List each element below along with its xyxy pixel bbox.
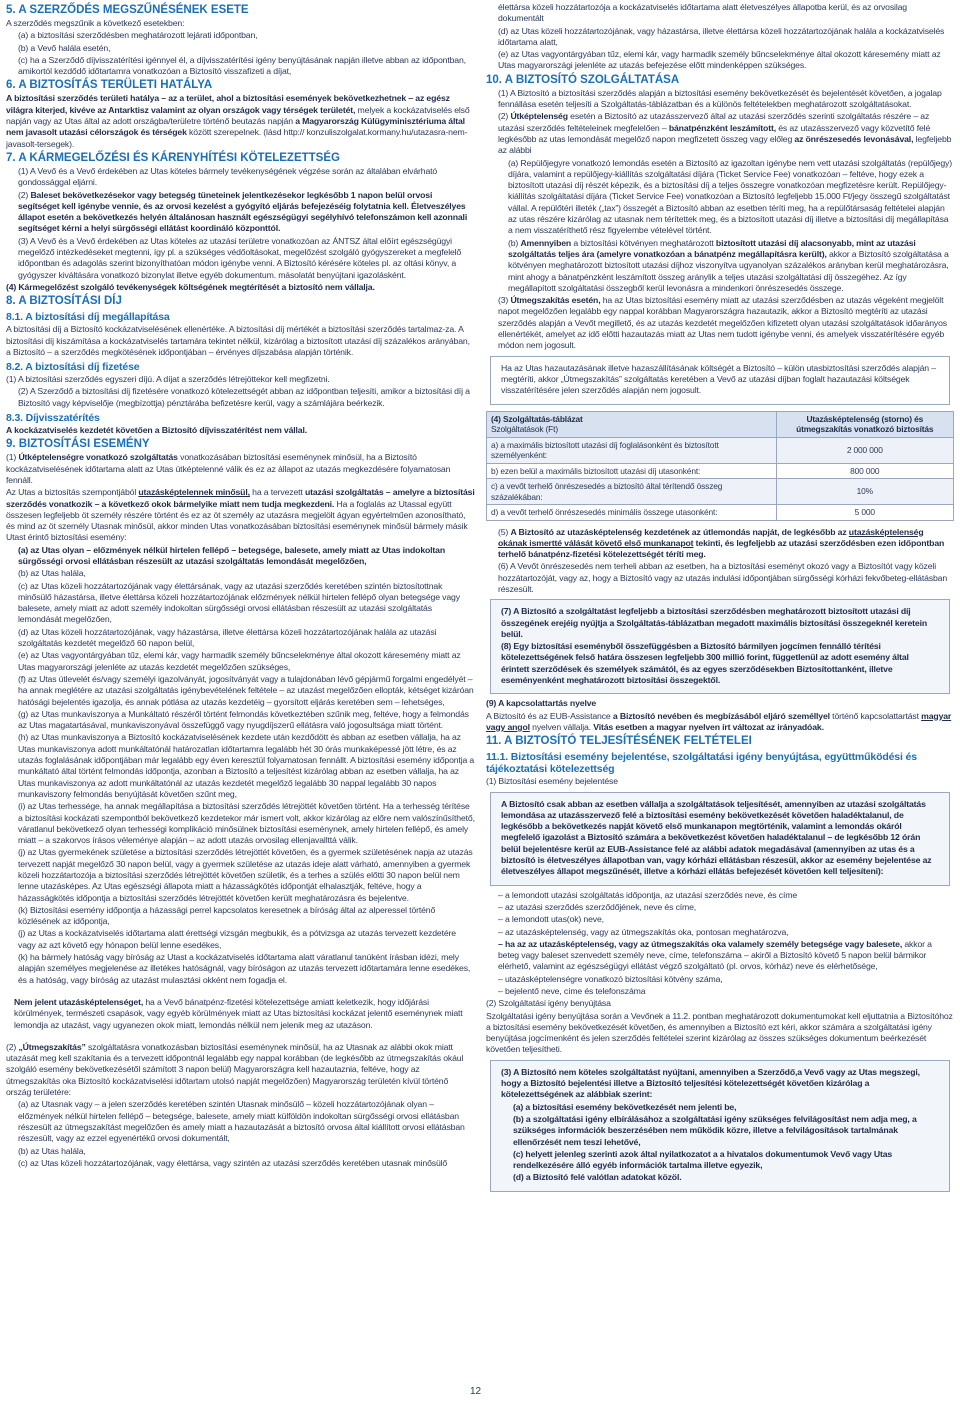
right-top-item: (e) az Utas vagyontárgyában tűz, elemi kár, vagy harmadik személy bűncselekménye által okozott káresemény miatt az Utas magyarországi jelenléte az utazás befejezése előtt mindenképpen szükséges. [498, 49, 941, 71]
paragraph-9-c: nyelven vállalja. [529, 721, 594, 732]
paragraph-9-underline: magyar vagy angol [486, 710, 952, 732]
section-9-item: (e) az Utas vagyontárgyában tűz, elemi kár, vagy harmadik személy bűncselekménye által okozott káresemény miatt az Utas magyarországi jelenléte az utazás kezdetét megelőzően szükséges, [18, 650, 461, 672]
paragraph-6: (6) A Vevőt önrészesedés nem terheli abban az esetben, ha a biztosítási eseményt okozó vagy a Biztosítót vagy közeli hozzátartozóját, vagy az, hogy a Biztosító vagy az utazás indulási időpontjában sürgősségi kórházi fekvőbeteg-ellátásban részesült. [498, 561, 947, 594]
section-5-item: (c) ha a Szerződő díjvisszatérítési igénnyel él, a díjvisszatérítési igény benyújtásának napján illetve abban az időpontban, amikortól kezdődő időtartamra vonatkozóan a Biztosító visszafizeti a díjat, [18, 54, 466, 77]
section-9-p1 [6, 452, 475, 486]
section-11-p1: (1) Biztosítási esemény bejelentése [486, 776, 618, 787]
left-column [6, 2, 475, 1170]
section-5-item: (b) a Vevő halála esetén, [18, 42, 111, 53]
section-9-nonevent-bold: Nem jelent utazásképtelenséget, [14, 996, 144, 1007]
section-9-p2-head-text: szolgáltatásra vonatkozásban biztosítási eseménynek minősül, ha az Utasnak az alábbi okok miatt utazását meg kell szakítania és a tervezett időpontnál legalább egy nappal korábban (de legkésőbb az útmegszakítás okául szolgáló esemény bekövetkezésétől számított 3 napon belül) Magyarországra kell hazautaznia, feltéve, hogy az útmegszakítás oka Biztosító kockázatviselési időtartam utolsó napját megelőzően) Magyarország területén kívül történő ország területére: [6, 1041, 464, 1098]
section-7-p2 [6, 190, 475, 235]
section-9-p1-bold: Útképtelenségre vonatkozó szolgáltatás [18, 452, 178, 463]
section-9-nonevent [6, 997, 475, 1031]
notification-text [501, 799, 939, 878]
section-9-item-a [6, 545, 475, 568]
paragraph-9-title-text: (9) A kapcsolattartás nyelve [486, 698, 597, 709]
section-10-p3 [486, 295, 954, 351]
section-11-1-title: 11.1. Biztosítási esemény bejelentése, szolgáltatási igény benyújtása, együttműködési és tájékoztatási kötelezettség [486, 751, 917, 776]
table-row [487, 437, 954, 463]
section-5-title: 5. A SZERZŐDÉS MEGSZŰNÉSÉNEK ESETE [6, 4, 249, 16]
obligation-item-text: (a) a biztosítási esemény bekövetkezését nem jelenti be, [513, 1101, 737, 1112]
notification-list-item: – a lemondott utas(ok) neve, [498, 914, 604, 925]
paragraph-9 [486, 711, 954, 734]
notification-list-item: – bejelentő neve, címe és telefonszáma [498, 986, 646, 996]
section-10-p2b-bold: Amennyiben [520, 237, 572, 248]
section-9-item: (k) Biztosítási esemény időpontja a házassági perrel kapcsolatos keresetnek a bíróság által az alperessel történő közlésének az időpontja, [18, 904, 436, 927]
section-9-item: (g) az Utas munkaviszonya a Munkáltató részéről történt felmondás következtében szűnik meg, feltéve, hogy a felmondás az Utas magatartásával, munkaviszonyával összefüggő vagy nyugdíjszerű ellátásra való jogosultsága miatt történt. [18, 708, 469, 731]
obligation-item [501, 1149, 939, 1172]
section-9-p2-c: Ha a foglalás az Utassal együtt összesen legfeljebb öt személy részére történt és ez az öt személy az utazásra megjelölt ágyan egyértelműen azonosítható, és mind az öt személy Utasnak minősül, akkor minden Utas vonatkozásában biztosítási eseménynek minősül bármely másik Utast érintő biztosítási esemény: [6, 498, 468, 543]
paragraph-9-bold2: Vitás esetben a magyar nyelven írt változat az irányadóak. [593, 721, 824, 732]
obligation-item [501, 1172, 939, 1183]
section-9-item: (d) az Utas közeli hozzátartozójának, vagy házastársa, illetve élettársa közeli hozzátartozójának halála az utazási szolgáltatás kezdetét megelőző 60 napon belül, [18, 626, 437, 649]
section-9-p1-text: vonatkozásában biztosítási eseménynek minősül, ha a Biztosító kockázatviselésének időtartama alatt az Utas útképtelenné válik és ez az állapot az utazás megkezdésére folyamatosan fennáll. [6, 452, 451, 485]
section-10-p2b-a: (b) [508, 237, 521, 248]
section-9-p2-item: (b) az Utas halála, [18, 1145, 86, 1156]
section-9-item: (k) ha bármely hatóság vagy bíróság az Utast a kockázatviselés időtartama alatt váratlanul tanúként írásban idézi, mely alapján személyes megjelenése az illetékes hatóságnál, vagy bíróságon az utazás tervezett időtartamára lenne esedékes, és a hatóság, vagy bíróság az utazást mulasztási okként nem fogadja el. [18, 952, 471, 985]
section-9-item: (c) az Utas közeli hozzátartozójának vagy élettársának, vagy az utazási szerződés keretében szintén biztosítottnak minősülő házastársa, illetve élettársa közeli hozzátartozójának előzmények nélkül hirtelen fellépő olyan betegsége vagy balesete, amely miatt az adott személy indokoltan sürgősségi orvosi ellátásban részesült az utazási szolgáltatás lemondását megelőzően, [18, 580, 460, 625]
hazautazas-note: Ha az Utas hazautazásának illetve hazaszállításának költségét a Biztosító – külön utasbiztosítási szerződés alapján – megtéríti, akkor „Útmegszakítás” szolgáltatás keretében a Vevő az utazási díjban foglalt hazautazási költségek visszatérítésére jelen szerződés alapján nem jogosult. [501, 362, 936, 396]
section-8-2-p2: (2) A Szerződő a biztosítási díj fizetésére vonatkozó kötelezettségét abban az időpontban teljesíti, amikor a biztosítási díj a Biztosító vagy képviselője (megbízottja) pénztárába befizetésre kerül, vagy a számlájára beérkezik. [18, 386, 470, 408]
section-10-p1: (1) A Biztosító a biztosítási szerződés alapján a biztosítási esemény bekövetkezését és bejelentését követően, a jogalap fennállása esetén teljesíti a Szolgáltatás-táblázatban és a különös feltételekben meghatározott szolgáltatásokat. [498, 87, 942, 110]
table-row [487, 479, 954, 505]
paragraph-5-underline: utazásképtelenség okának ismertté válását követő első munkanapot [498, 526, 924, 548]
table-cell-label: d) a vevőt terhelő önrészesedés minimális összege utasonként: [487, 505, 777, 521]
paragraph-9-a: A Biztosító és az EUB-Assistance [486, 710, 613, 721]
table-cell-value: 5 000 [776, 505, 953, 521]
section-10-p2-c: és az utazásszervező vagy közvetítő felé legkésőbb az utas lemondását megelőző napon megfizetett összeg vagy előleg [498, 122, 931, 144]
obligation-intro-bold: (3) A Biztosító nem köteles szolgáltatást nyújtani, amennyiben a Szerződő,a Vevő vagy az Utas megszegi, hogy a Biztosító bejelentési illetve a Biztosító teljesítési kötelezettségét követően kizárólag a kötelezettségének az alábbiak szerint: [501, 1066, 920, 1100]
paragraph-7 [501, 606, 939, 640]
section-8-2-p1: (1) A biztosítási szerződés egyszeri díjú. A díjat a szerződés létrejöttekor kell megfizetni. [6, 374, 330, 385]
table-cell-label: b) ezen belül a maximális biztosított utazási díj utasonként: [487, 463, 777, 479]
notification-list-bold: – ha az az utazásképtelenség, vagy az útmegszakítás oka valamely személy betegsége vagy balesete, [498, 938, 903, 949]
section-9-p2-head-bold: „Útmegszakítás” [18, 1041, 86, 1052]
section-9-nonevent-text: ha a Vevő bánatpénz-fizetési kötelezettsége amiatt keletkezik, hogy időjárási körülmények, természeti csapások, vagy egyéb körülmények miatt az Utas biztosítási kockázat jelentő eseménynek miatt lemondja az utazást, vagy ugyanezen okok miatt, lemondás nélkül nem jelenik meg az utazáson. [14, 996, 463, 1030]
notification-list-item [486, 939, 954, 973]
section-8-3-title: 8.3. Díjvisszatérítés [6, 412, 100, 425]
notification-bold: A Biztosító csak abban az esetben vállalja a szolgáltatások teljesítését, amennyiben az utazási szolgáltatás lemondása az utazásszervező felé a biztosítási esemény bekövetkezését követően haladéktalanul, de legkésőbb a bekövetkezés napját követő első munkanapon megtörténik, valamint a lemondás okáról megfelelő igazolást a Biztosító számára a bekövetkezést követően haladéktalanul – de legkésőbb 12 órán belül bejelentésre kerül az EUB-Assistance felé az alábbi adatok megadásával (amennyiben az utas és a biztosító is életveszélyes állapotban van, vagy kórházi ellátásban részesül, akkor az esemény bejelentése az életveszélyes állapot megszűnését, illetve a kórházi ellátás befejezését követően kell teljesíteni): [501, 798, 932, 877]
limits-box [490, 599, 950, 694]
section-9-p2-b: ha a tervezett [249, 487, 305, 498]
service-table [486, 411, 954, 521]
paragraph-9-title [486, 698, 954, 709]
section-9-item: (i) az Utas terhessége, ha annak megállapítása a biztosítási szerződés létrejöttét követően történt. Ha a terhesség térítése a biztosítási kockázati szempontból bekövetkező kezdetekor már ismert volt, akkor kizárólag az előre nem valószínűsíthető, váratlanul bekövetkező olyan terhességi komplikáció minősülnek biztosítási eseménynek, amely hirtelen fellépő, és amely miatt – a szakorvos írásos véleménye alapján – az adott utazás orvosilag ellenjavallttá válik. [18, 801, 475, 846]
section-9-item: (b) az Utas halála, [18, 568, 86, 579]
obligation-item-text: (b) a szolgáltatási igény elbírálásához a szolgáltatási igény szükséges felvilágosítást nem adja meg, a szükséges információk beszerzésében nem működik közre, illetve a felvilágosítások tartalmának ellenőrzését nem teszi lehetővé, [513, 1113, 917, 1147]
section-9-p2-underline: utazásképtelennek minősül, [138, 487, 250, 498]
notification-list-item: – az utazásképtelenség, vagy az útmegszakítás oka, pontosan meghatározva, [498, 926, 789, 937]
section-5-item: (a) a biztosítási szerződésben meghatározott lejárati időpontban, [18, 30, 258, 41]
section-7-p2-lead: (2) [18, 189, 31, 200]
section-10-p2-a: (2) [498, 111, 511, 122]
section-10-p2-bold3: az önrészesedés levonásával, [794, 133, 914, 144]
paragraph-8-text: (8) Egy biztosítási eseményből összefüggésben a Biztosító bármilyen jogcímen fennálló térítési kötelezettségének felső határa összesen legfeljebb 300 millió forint, függetlenül az adott esemény által érintett szerződések és személyek számától, és az egyes szerződésekben Biztosítottanként, illetve eseményenként meghatározott biztosítási összegektől. [501, 641, 909, 686]
section-10-p2b-bold2: biztosított utazási díj alacsonyabb, mint az utazási szolgáltatás teljes ára (amelyre vonatkozóan a bánatpénz megállapításra került), [508, 237, 916, 259]
section-8-title: 8. A BIZTOSÍTÁSI DÍJ [6, 295, 122, 308]
paragraph-5-lead: (5) [498, 526, 511, 537]
table-cell-value: 800 000 [776, 463, 953, 479]
notification-list-item: – az utazási szerződés szerződőjének, neve és címe, [498, 901, 697, 912]
section-9-p2-head-lead: (2) [6, 1041, 19, 1052]
section-9-p2 [6, 487, 475, 543]
paragraph-5-bold2: tekinti, és legfeljebb az utazási szerződésben ezen időpontban terhelő bánatpénz-fizetési kötelezettségét téríti meg. [498, 537, 945, 560]
section-10-p2a: (a) Repülőjegyre vonatkozó lemondás esetén a Biztosító az igazoltan igénybe nem vett utazási szolgáltatás (repülőjegy) díjára, valamint a repülőjegy-kiállítás szolgáltatási díjára (Ticket Service Fee) vonatkozóan – feltéve, hogy ezek a biztosított utazási díj részét képezik, és a biztosítási díj a teljes összegre vonatkozóan megfizetésre került. Repülőjegy-kiállítás szolgáltatási díjára (Ticket Service Fee) vonatkozóan a Biztosító legfeljebb 15.000 Ft/jegy összegű szolgáltatást vállal. A repülőtéri illeték („tax”) összegét a Biztosító abban az esetben téríti meg, ha a repülőtársaság feltételei alapján az utas részére kizárólag az utasnak nem térítettek meg, és a biztosított utazási díj illetve a biztosítási díj megállapítása a nem visszatéríthető rész figyelembe vételével történt. [508, 157, 952, 236]
paragraph-9-bold: a Biztosító nevében és megbízásából eljáró személlyel [612, 710, 830, 721]
section-7-p1: (1) A Vevő és a Vevő érdekében az Utas köteles bármely tevékenységének végzése során az általában elvárható gondossággal eljárni. [18, 165, 438, 188]
section-9-p2-item: (a) az Utasnak vagy – a jelen szerződés keretében szintén Utasnak minősülő – közeli hozzátartozójának olyan – előzmények nélkül hirtelen fellépő – betegsége, balesete, amely miatt külföldön indokoltan sürgősségi orvosi ellátásban részesült az útmegszakítást megelőzően és amely miatt a hazautazását a biztosító orvosa által kiállított orvosi ellátásban részesült, vagy az ezzel egyenértékű orvosi dokumentált, [18, 1099, 465, 1144]
section-7-title: 7. A KÁRMEGELŐZÉSI ÉS KÁRENYHÍTÉSI KÖTELEZETTSÉG [6, 151, 340, 164]
paragraph-8 [501, 641, 939, 686]
section-6-bold-2: a Magyarország Külügyminisztériuma által nem javasolt utazási célországok és térségek [6, 116, 465, 138]
right-top-item: élettársa közeli hozzátartozója a kockázatviselés időtartama alatt életveszélyes állapotba kerül, és az orvosilag dokumentált [498, 2, 907, 24]
section-10-p2b-b: a biztosítási kötvényen meghatározott [571, 237, 716, 248]
section-8-3-bold: A kockázatviselés kezdetét követően a Biztosító díjvisszatérítést nem vállal. [6, 425, 308, 436]
right-column [486, 2, 954, 1196]
section-8-3-text [6, 425, 475, 436]
section-6-end: között szerepelnek. (lásd http:// konzuliszolgalat.kormany.hu/utazasra-nem-javasolt-tersegek). [6, 127, 468, 149]
table-header-left [487, 411, 777, 437]
section-10-p2-bold2: bánatpénzként leszámított, [668, 122, 776, 133]
table-cell-value: 10% [776, 479, 953, 505]
section-9-item: (h) az Utas munkaviszonya a Biztosító kockázatviselésének kezdete után kezdődött és abban az esetben vállalja, ha az Utas munkaviszonya adott munkáltatónál határozatlan időtartamra legalább hét 30 órás munkaképessé jött létre, és az utazás foglalásának időpontjában már legalább egy éven keresztül folyamatosan fennállt. A biztosítási esemény időpontja a munkáltató által történt felmondás időpontja, azonban a Biztosító a teljesítést kizárólag abban az esetben vállalja, ha az Utas munkaviszonya az adott munkáltatónál az utazás kezdetét megelőző legalább 30 nappal legalább 30 napos munkaviszony felmondás benyújtását követően szűnt meg, [18, 732, 475, 799]
section-5-intro: A szerződés megszűnik a következő esetekben: [6, 18, 185, 28]
section-10-p2-d: legfeljebb az alábbi [498, 133, 952, 156]
paragraph-9-b: történő kapcsolattartást [829, 710, 922, 721]
paragraph-5-bold: A Biztosító az utazásképtelenség kezdetének az útlemondás napját, de legkésőbb az [510, 526, 849, 537]
section-9-p2-bold: utazási szolgáltatás – amelyre a biztosítási szerződés vonatkozik – a következő okok bármelyike miatt nem tudja megkezdeni. [6, 487, 475, 509]
table-cell-label: a) a maximális biztosított utazási díj foglalásonként és biztosított személyenként: [487, 437, 777, 463]
table-header-right: Utazásképtelenség (storno) és útmegszakítás vonatkozó biztosítás [776, 411, 953, 437]
section-8-2-title: 8.2. A biztosítási díj fizetése [6, 361, 140, 374]
section-8-1-title: 8.1. A biztosítási díj megállapítása [6, 311, 170, 324]
obligation-item-text: (c) helyett jelenleg szerinti azok által nyilatkozatot a a hivatalos dokumentumok Vevő vagy Utas rendelkezésére álló egyéb információk tartalma illetve egyezik, [513, 1148, 893, 1171]
section-7-p4-bold: (4) Kármegelőzést szolgáló tevékenységek költségének megtérítését a biztosító nem vállalja. [6, 281, 375, 292]
section-10-p3-a: (3) [498, 295, 511, 306]
section-10-p2b [486, 238, 954, 294]
notification-list-text: akkor a beteg vagy baleset szenvedett személy neve, címe, telefonszáma – akiről a Biztosító követő 5 napon belül bármikor elérhető, valamint az egészségügyi ellátást végző szolgáltató (pl. orvos, kórház) neve és elérhetősége, [498, 938, 932, 972]
section-9-item: (j) az Utas gyermekének születése a biztosítási szerződés létrejöttét követően, és a gyermek születésének napja az utazás tervezett napját megelőző 30 napon belül, vagy a gyermek születése az utazás ideje alatt várható, amennyiben a gyermek közeli hozzátartozója a biztosítási szerződés létrejöttét követően születik, és a terhes a szülés előtti 30 napon belül nem lenne utazásképes. Az Utas egészségi állapota miatt a házasságkötés időpontját elhalasztják, feltéve, hogy a házasságkötés időpontja a biztosítási szerződés létrejöttét követően került meghatározásra és bejelentve. [18, 847, 473, 903]
section-7-p3: (3) A Vevő és a Vevő érdekében az Utas köteles az utazási területre vonatkozóan az ÁNTSZ által előírt egészségügyi megelőző intézkedéseket megtenni, így pl. a szükséges védőoltásokat, megelőzést szolgáló gyógyszereket a megfelelő időpontban és adagolás szerint bizonyíthatóan módon igénybe venni. A Biztosító kérésére köteles pl. az oltási könyv, a gyógyszer kiváltására vonatkozó bizonylat illetve egyéb dokumentum. másolatát benyújtani igazolásként. [18, 235, 462, 280]
section-11-p2-title: (2) Szolgáltatási igény benyújtása [486, 998, 611, 1009]
section-8-1-text: A biztosítási díj a Biztosító kockázatviselésének ellenértéke. A biztosítási díj mértékét a biztosítási szerződés tartalmaz-za. A biztosítási díj kiszámítása a kockázatviselés tartamára tekintet nélkül, kizárólag a biztosított utazási díj százalékos arányában, a Biztosító – a szerződés megkötésének időpontjában – érvényes díjszabása alapján történik. [6, 324, 470, 357]
section-10-p2b-c: akkor a Biztosító szolgáltatása a kötvényen meghatározott biztosított utazási díjhoz viszonyítva ugyanolyan százalékos arányban kerül meghatározásra, mint ahogy a bánatpénzként leszámított összeg aránylik a teljes utazási szolgáltatási díj összegéhez. Az így megállapított szolgáltatási összegből kerül levonásra a mindenkori önrészesedés összege. [508, 248, 949, 293]
obligation-item-text: (d) a Biztosító felé valótlan adatokat közöl. [513, 1172, 682, 1183]
obligation-item [501, 1114, 939, 1148]
section-9-p1-lead: (1) [6, 452, 19, 463]
table-header-title: (4) Szolgáltatás-táblázat [491, 413, 583, 424]
obligation-intro [501, 1067, 939, 1101]
table-row [487, 505, 954, 521]
section-6-text: melyek a kockázatviselés első napján vagy az Utas által az adott országba/területre történő beutazás napján [6, 104, 470, 127]
section-7-p2-bold: Baleset bekövetkezésekor vagy betegség tüneteinek jelentkezésekor legkésőbb 1 napon belül orvosi segítséget kell igénybe vennie, és az orvosi kezelést a gyógyító eljárás befejezéséig folytatnia kell. Életveszélyes állapot esetén a bekövetkezés helyén általánosan használt egészségügyi segélyhívó telefonszámon kell azonnali segítséget kérni a helyi sürgősségi ellátást koordináló központtól. [18, 189, 468, 234]
table-cell-label: c) a vevőt terhelő önrészesedés a biztosító által térítendő összeg százalékában: [487, 479, 777, 505]
paragraph-7-text: (7) A Biztosító a szolgáltatást legfeljebb a biztosítási szerződésben meghatározott biztosított utazási díj összegének erejéig nyújtja a Szolgáltatás-táblázatban megadott maximális biztosítási összegeknél keretein belül. [501, 606, 928, 639]
section-6-title: 6. A BIZTOSÍTÁS TERÜLETI HATÁLYA [6, 79, 213, 92]
section-10-p3-text: ha az Utas biztosítási esemény miatt az utazási szerződésben az utazás végeként megjelölt napot megelőzően legalább egy nappal korábban Magyarországra hazautazik, akkor a Biztosító megtéríti az utazási szerződés alapján a Vevőt megillető, és az utazás kezdetét megelőzően kifizetett olyan utazási szolgáltatások időarányos ellenértékét, amelyet az idő előtti hazautazás miatt az Utas nem tudott igénybe venni, és amelyek visszatérítésére egyéb módon nem jogosult. [498, 295, 947, 351]
section-9-p2-head [6, 1042, 475, 1098]
section-9-p2-a: Az Utas a biztosítás szempontjából [6, 487, 139, 498]
right-top-item: (d) az Utas közeli hozzátartozójának, vagy házastársa, illetve élettársa közeli hozzátartozójának halála a kockázatviselés időtartama alatt, [498, 25, 945, 47]
page-number: 12 [470, 1386, 482, 1397]
obligation-item [501, 1102, 939, 1113]
section-9-p2-item: (c) az Utas közeli hozzátartozójának, vagy élettársa, vagy szintén az utazási szerződés keretében utasnak minősülő [18, 1157, 448, 1168]
table-header-subtitle: Szolgáltatások (Ft) [491, 424, 558, 434]
section-11-title: 11. A BIZTOSÍTÓ TELJESÍTÉSÉNEK FELTÉTELEI [486, 735, 752, 748]
section-9-item: (f) az Utas útlevelét és/vagy személyi igazolványát, jogosítványát vagy a tulajdonában lévő gépjármű forgalmi engedélyét – ha annak meglétére az utazási szolgáltatás igénybevételének feltétele – az utazást megelőzően ellopták, kétséget kizáróan hatósági bejelentés igazolja, és annak pótlása az utazás kezdetéig – gyorsított eljárás keretében sem – lehetséges, [18, 673, 474, 707]
paragraph-5 [486, 527, 954, 561]
section-9-item: (j) az Utas a kockázatviselés időtartama alatt érettségi vizsgán megbukik, és a pótvizsga az utazás tervezett kezdetére vagy az azt követő egy hónapon belül lenne esedékes, [18, 928, 456, 950]
section-9-title: 9. BIZTOSÍTÁSI ESEMÉNY [6, 438, 150, 451]
section-10-p2-b: esetén a Biztosító az utazásszervező által az utazási szerződés szerinti szolgáltatás részére – az utazási szerződés feltételeinek megfelelően – [498, 111, 930, 133]
table-row [487, 463, 954, 479]
section-7-p4 [6, 282, 475, 293]
section-10-p2 [486, 111, 954, 156]
section-6-paragraph [6, 93, 475, 149]
section-10-p2-bold: Útképtelenség [510, 111, 568, 122]
notification-list-item: – a lemondott utazási szolgáltatás időpontja, az utazási szerződés neve, és címe [498, 889, 797, 900]
section-11-p2-text: Szolgáltatási igény benyújtása során a Vevőnek a 11.2. pontban meghatározott dokumentumokat kell eljuttatnia a Biztosítóhoz a biztosítási esemény bekövetkezését követően, és amennyiben a Biztosító ezt kéri, akkor számára a szolgáltatási igény benyújtása jogcímenként és jelen szerződés feltételei szerint kizárólag az összes szükséges dokumentum beérkezését követően teljesítheti. [486, 1010, 953, 1055]
table-cell-value: 2 000 000 [776, 437, 953, 463]
section-10-title: 10. A BIZTOSÍTÓ SZOLGÁLTATÁSA [486, 73, 680, 86]
obligation-box [490, 1060, 950, 1192]
hazautazas-note-box [490, 356, 950, 405]
notification-box [490, 792, 950, 886]
section-9-item-a-text: (a) az Utas olyan – előzmények nélkül hirtelen fellépő – betegsége, balesete, amely miatt az Utas indokoltan sürgősségi orvosi ellátásban részesült az utazási szolgáltatás lemondását megelőzően, [18, 544, 446, 566]
section-10-p3-bold: Útmegszakítás esetén, [510, 295, 601, 306]
section-6-bold: A biztosítási szerződés területi hatálya – az a terület, ahol a biztosítási események bekövetkezhetnek – az egész világra kiterjed, kivéve az Antarktisz valamint az olyan országok vagy térségek területét, [6, 93, 450, 115]
notification-list-item: – utazásképtelenségre vonatkozó biztosítási kötvény száma, [498, 973, 723, 984]
